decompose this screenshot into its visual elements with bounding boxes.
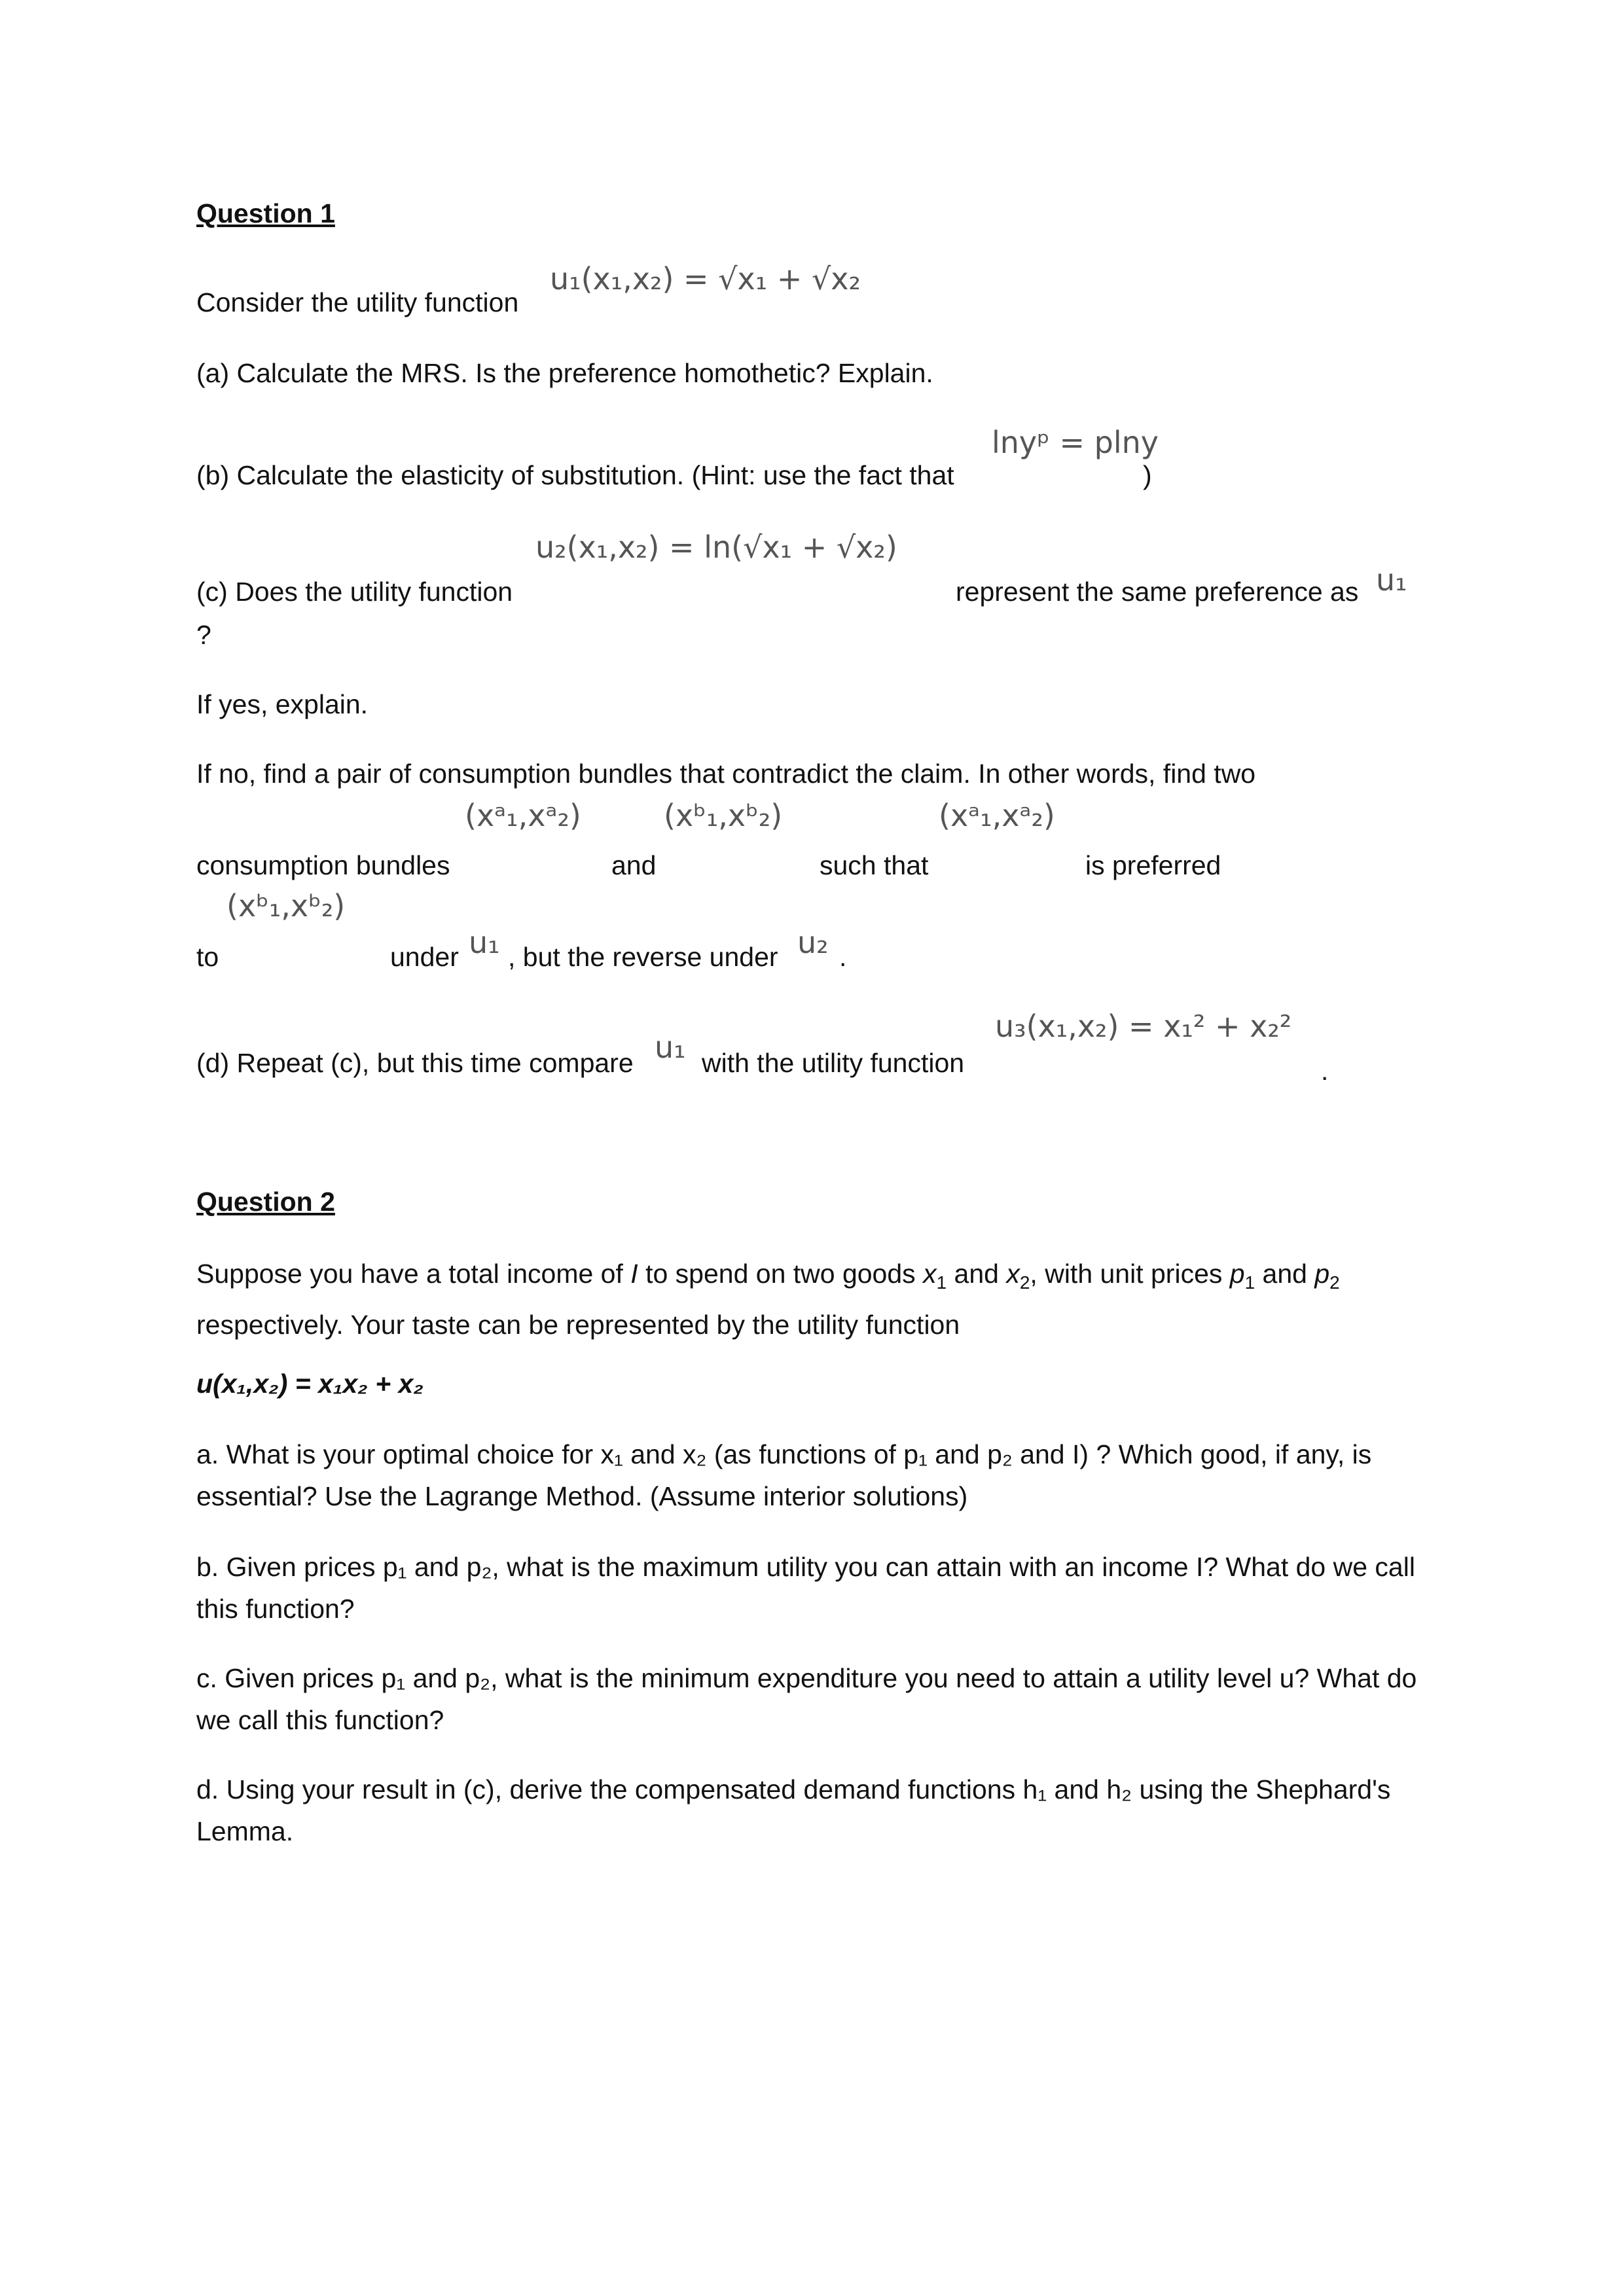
part-d-text-2: with the utility function: [702, 1048, 965, 1078]
u1-under-symbol: u₁: [469, 925, 500, 960]
utility-equation-u2: u₂(x₁,x₂) = ln(√x₁ + √x₂): [535, 529, 897, 565]
hint-equation: lnyᵖ = plny: [992, 425, 1159, 460]
question-2-part-b: b. Given prices p₁ and p₂, what is the maximum utility you can attain with an income I? What do we call this function?: [196, 1552, 1415, 1624]
if-yes-text: If yes, explain.: [196, 689, 369, 719]
question-2-utility-function: u(x₁,x₂) = x₁x₂ + x₂: [196, 1369, 424, 1399]
bundle-b-repeat: (xᵇ₁,xᵇ₂): [226, 888, 346, 924]
reverse-text: , but the reverse under: [508, 942, 778, 972]
bundle-b: (xᵇ₁,xᵇ₂): [664, 798, 783, 833]
part-d-text: (d) Repeat (c), but this time compare: [196, 1048, 634, 1078]
and-text: and: [611, 850, 657, 880]
part-d-period: .: [1321, 1056, 1329, 1086]
bundle-a: (xᵃ₁,xᵃ₂): [465, 798, 581, 833]
if-no-text: If no, find a pair of consumption bundles that contradict the claim. In other words, find two: [196, 759, 1256, 789]
consumption-bundles-label: consumption bundles: [196, 850, 450, 880]
under-text: under: [390, 942, 459, 972]
part-c-question-mark: ?: [196, 620, 211, 650]
u2-under-symbol: u₂: [797, 925, 829, 960]
part-b-close-paren: ): [1143, 460, 1152, 490]
question-1-heading: Question 1: [196, 198, 335, 228]
utility-equation-u1: u₁(x₁,x₂) = √x₁ + √x₂: [550, 261, 861, 296]
bundle-a-repeat: (xᵃ₁,xᵃ₂): [939, 798, 1055, 833]
intro-text: Consider the utility function: [196, 287, 519, 317]
question-2-part-c: c. Given prices p₁ and p₂, what is the minimum expenditure you need to attain a utility level u? What do we call this function?: [196, 1663, 1417, 1735]
question-2-heading: Question 2: [196, 1187, 335, 1217]
question-2-part-a: a. What is your optimal choice for x₁ and x₂ (as functions of p₁ and p₂ and I) ? Which good, if any, is essential? Use the Lagrange Method. (Assume interior solutions): [196, 1439, 1372, 1511]
question-2-part-d: d. Using your result in (c), derive the compensated demand functions h₁ and h₂ using the Shephard's Lemma.: [196, 1774, 1391, 1846]
part-a-text: (a) Calculate the MRS. Is the preference homothetic? Explain.: [196, 358, 933, 388]
such-that-text: such that: [820, 850, 929, 880]
period: .: [839, 942, 847, 972]
is-preferred-text: is preferred: [1085, 850, 1221, 880]
u1-symbol: u₁: [1376, 562, 1407, 598]
to-text: to: [196, 942, 219, 972]
part-c-text-2: represent the same preference as: [956, 577, 1359, 607]
utility-equation-u3: u₃(x₁,x₂) = x₁² + x₂²: [995, 1009, 1292, 1044]
part-b-text: (b) Calculate the elasticity of substitution. (Hint: use the fact that: [196, 460, 954, 490]
question-2-intro: Suppose you have a total income of I to spend on two goods $x_1$ and $x_2$, with unit prices $p_1$ and $p_2$ respectively. Your taste can be represented by the utility function: [196, 1259, 1340, 1340]
u1-compare-symbol: u₁: [655, 1030, 686, 1065]
part-c-text: (c) Does the utility function: [196, 577, 513, 607]
